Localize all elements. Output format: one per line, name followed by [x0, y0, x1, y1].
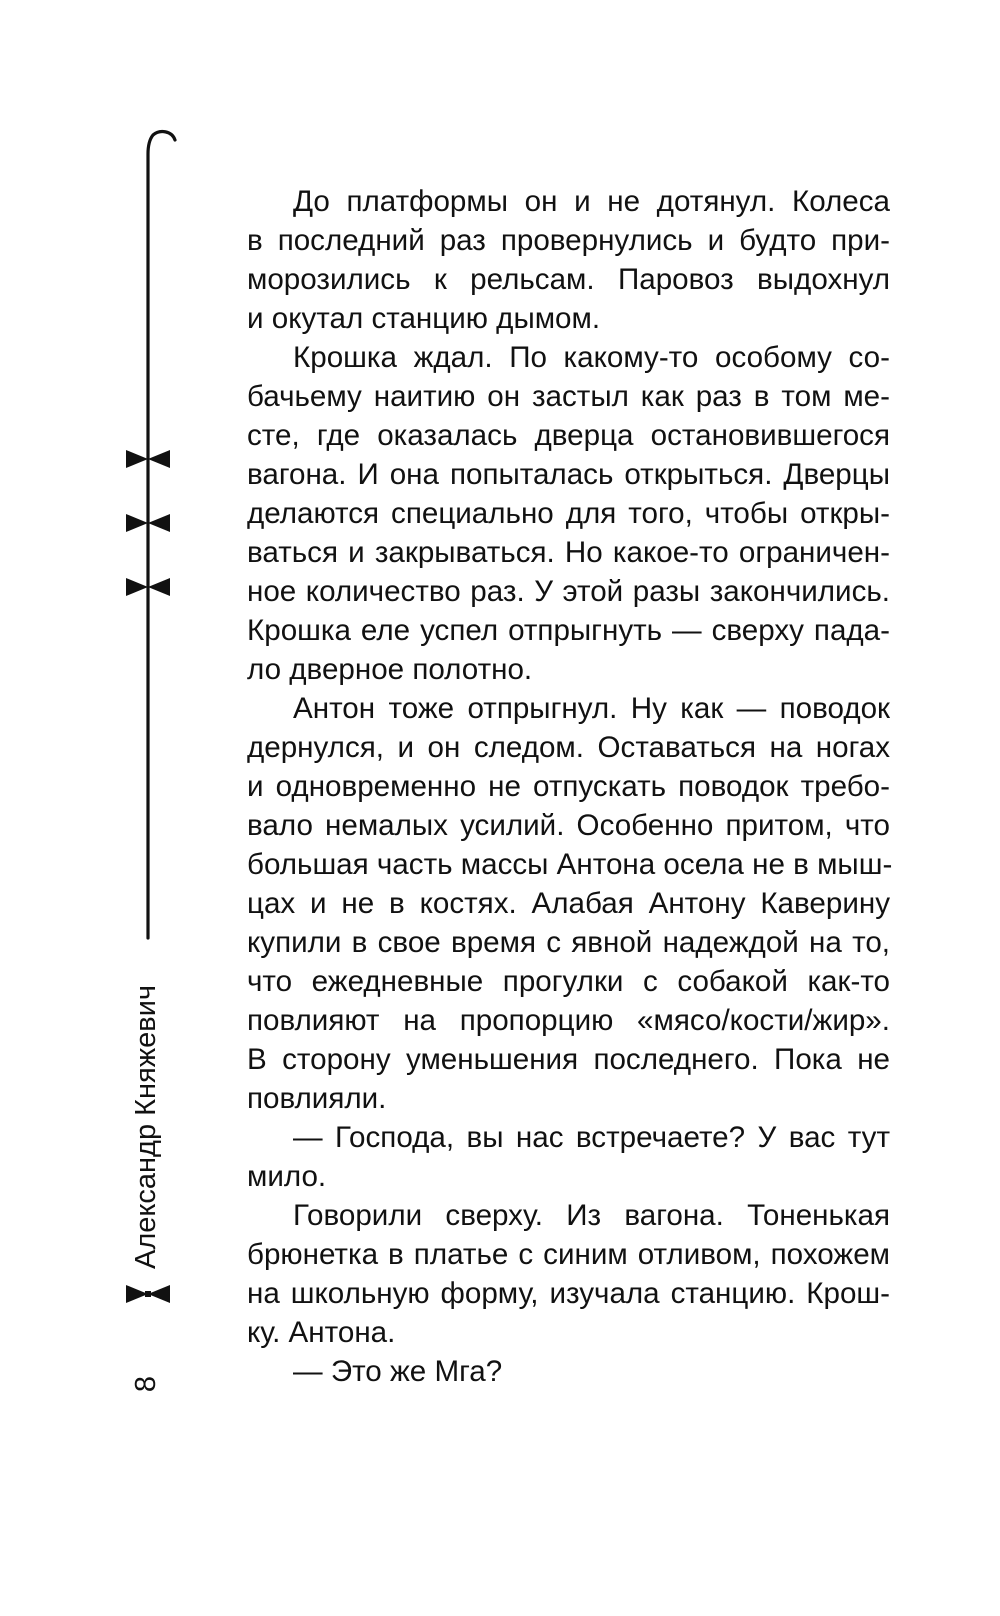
- running-head-author: Александр Княжевич: [130, 984, 162, 1270]
- dialogue-line: мило.: [247, 1160, 327, 1193]
- text-line: делаются специально для того, чтобы откры-: [247, 497, 890, 530]
- text-line: на школьную форму, изучала станцию. Крош-: [247, 1277, 890, 1310]
- text-line: ное количество раз. У этой разы закончились.: [247, 575, 890, 608]
- text-line: и одновременно не отпускать поводок требо-: [247, 770, 890, 803]
- text-line: морозились к рельсам. Паровоз выдохнул: [247, 263, 890, 296]
- text-line: брюнетка в платье с синим отливом, похожем: [247, 1238, 890, 1271]
- margin-ornament: [0, 0, 200, 1616]
- dialogue-line: — Господа, вы нас встречаете? У вас тут: [293, 1121, 890, 1154]
- text-line: В сторону уменьшения последнего. Пока не: [247, 1043, 890, 1076]
- text-line: Крошка еле успел отпрыгнуть — сверху пада-: [247, 614, 890, 647]
- bow-ornament: [126, 1285, 170, 1303]
- staff-line: [148, 132, 175, 938]
- text-line: ваться и закрываться. Но какое-то ограничен-: [247, 536, 890, 569]
- text-line: цах и не в костях. Алабая Антону Каверину: [247, 887, 890, 920]
- text-line: ло дверное полотно.: [247, 653, 533, 686]
- text-line: дернулся, и он следом. Оставаться на ногах: [247, 731, 890, 764]
- text-line: что ежедневные прогулки с собакой как-то: [247, 965, 890, 998]
- text-line: бачьему наитию он застыл как раз в том ме-: [247, 380, 890, 413]
- ornament-rail-svg: [0, 0, 200, 1616]
- page-number: 8: [130, 1375, 162, 1393]
- text-line: сте, где оказалась дверца остановившегося: [247, 419, 890, 452]
- text-line: повлияют на пропорцию «мясо/кости/жир».: [247, 1004, 890, 1037]
- text-line: большая часть массы Антона осела не в мыш-: [247, 848, 893, 881]
- text-line: и окутал станцию дымом.: [247, 302, 601, 335]
- text-line: вало немалых усилий. Особенно притом, что: [247, 809, 890, 842]
- text-line: ку. Антона.: [247, 1316, 396, 1349]
- text-line: в последний раз провернулись и будто при-: [247, 224, 890, 257]
- text-line: купили в свое время с явной надеждой на то,: [247, 926, 890, 959]
- text-line: Антон тоже отпрыгнул. Ну как — поводок: [293, 692, 890, 725]
- body-text: [247, 182, 893, 1391]
- text-line: вагона. И она попыталась открыться. Дверцы: [247, 458, 890, 491]
- text-line: повлияли.: [247, 1082, 387, 1115]
- text-line: Крошка ждал. По какому-то особому со-: [293, 341, 890, 374]
- text-line: Говорили сверху. Из вагона. Тоненькая: [293, 1199, 890, 1232]
- dialogue-line: — Это же Мга?: [293, 1355, 503, 1388]
- text-line: До платформы он и не дотянул. Колеса: [293, 185, 890, 218]
